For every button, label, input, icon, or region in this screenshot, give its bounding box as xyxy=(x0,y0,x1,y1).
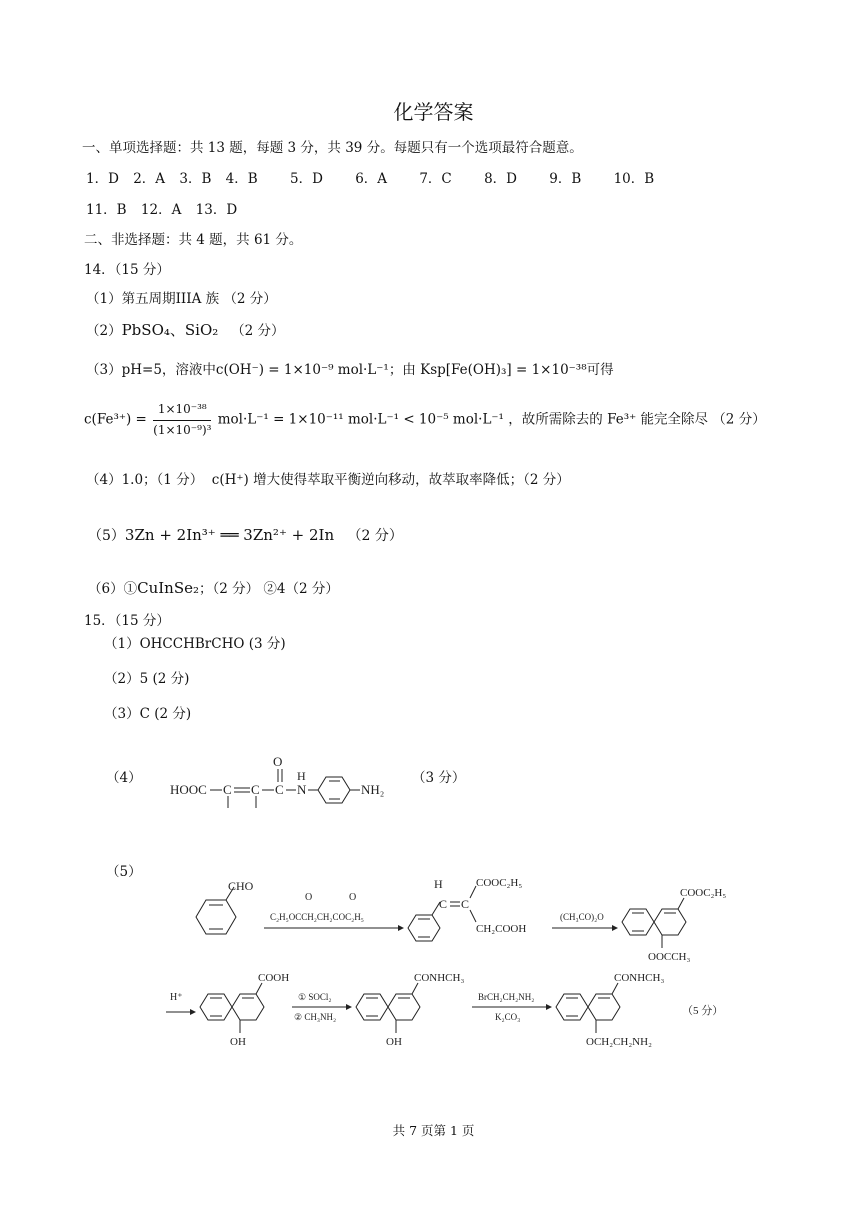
compound-3-top: COOC₂H₅ xyxy=(680,887,727,899)
reagent-3-label: H⁺ xyxy=(170,992,183,1003)
q14-part4 xyxy=(86,474,570,488)
arrow-4 xyxy=(292,992,352,1022)
struct-n-label: N xyxy=(297,782,307,797)
answer-row-1 xyxy=(86,173,664,187)
struct-h-label: H xyxy=(297,769,306,783)
reagent-4-b: ② CH₃NH₂ xyxy=(294,1012,337,1022)
compound-2-c1: C xyxy=(439,897,448,911)
q14-part3-lhs: c(Fe³⁺) = xyxy=(84,411,147,428)
q14-header: 14．（15 分） xyxy=(84,262,170,278)
page-title: 化学答案 xyxy=(393,100,474,124)
q14-part3-denominator: (1×10⁻⁹)³ xyxy=(153,422,212,437)
reagent-5-a: BrCH₂CH₂NH₂ xyxy=(478,992,535,1002)
answer-2: 2．A xyxy=(133,171,166,187)
q15-part5-score: （5 分） xyxy=(682,1005,724,1017)
reagent-1-o1: O xyxy=(305,892,313,903)
answer-5: 5．D xyxy=(289,171,323,187)
q14-part3-numerator: 1×10⁻³⁸ xyxy=(153,402,211,421)
arrow-2 xyxy=(552,912,618,931)
compound-6-bottom: OCH₂CH₂NH₂ xyxy=(586,1036,652,1048)
q14-part4-c: 增大使得萃取平衡逆向移动，故萃取率降低；（2 分） xyxy=(253,472,570,488)
compound-4 xyxy=(200,972,289,1048)
benzaldehyde-cho: CHO xyxy=(228,879,254,893)
answer-12: 12．A xyxy=(140,202,182,218)
q14-part5-prefix: （5） xyxy=(88,528,125,544)
q14-part6-b: ；（2 分） ②4（2 分） xyxy=(198,581,339,597)
q15-part3: （3）C (2 分) xyxy=(104,706,192,722)
q14-part5-score: （2 分） xyxy=(347,528,403,544)
section1-heading: 一、单项选择题：共 13 题，每题 3 分，共 39 分。每题只有一个选项最符合题意。 xyxy=(82,140,583,156)
q14-part3-a: （3）pH=5，溶液中 xyxy=(86,362,216,378)
reagent-4-a: ① SOCl₂ xyxy=(298,992,332,1002)
compound-2 xyxy=(408,877,526,941)
q15-part1: （1）OHCCHBrCHO (3 分) xyxy=(104,636,286,652)
compound-6-top: CONHCH₃ xyxy=(614,972,665,984)
arrow-1 xyxy=(264,892,404,931)
compound-2-bottom: CH₂COOH xyxy=(476,923,527,935)
q14-part3-c: ；由 xyxy=(388,362,416,378)
q14-part6 xyxy=(88,581,339,597)
q14-part3-d: Ksp[Fe(OH)₃] = 1×10⁻³⁸ xyxy=(420,362,587,378)
q14-part5-equation: 3Zn + 2In³⁺ ══ 3Zn²⁺ + 2In xyxy=(124,526,335,544)
answer-row-2 xyxy=(86,204,247,218)
answer-13: 13．D xyxy=(195,202,238,218)
q14-part3-rest: mol·L⁻¹ = 1×10⁻¹¹ mol·L⁻¹ < 10⁻⁵ mol·L⁻¹ xyxy=(217,411,504,428)
q15-part4-structure xyxy=(160,752,400,812)
q14-part3-line2 xyxy=(84,402,766,438)
q15-part4-score: （3 分） xyxy=(412,770,466,786)
q14-part3-tail: ，故所需除去的 Fe³⁺ 能完全除尽 （2 分） xyxy=(508,411,766,428)
q14-part6-a: （6）① xyxy=(88,581,138,597)
answer-10: 10．B xyxy=(613,171,655,187)
compound-6 xyxy=(556,972,664,1048)
compound-3-bottom: OOCCH₃ xyxy=(648,951,691,963)
q15-part2: （2）5 (2 分) xyxy=(104,671,190,687)
compound-benzaldehyde xyxy=(196,879,254,934)
q14-part5 xyxy=(88,528,403,543)
reagent-5-b: K₂CO₃ xyxy=(495,1012,521,1022)
compound-5-bottom: OH xyxy=(386,1036,402,1048)
q14-part4-a: （4）1.0；（1 分） xyxy=(86,472,204,488)
struct-hooc-label: HOOC xyxy=(170,782,207,797)
q15-part5-label: （5） xyxy=(106,864,142,880)
q14-part2-score: （2 分） xyxy=(231,323,285,339)
struct-c1-label: C xyxy=(223,782,232,797)
q14-part4-b: c(H⁺) xyxy=(211,472,249,488)
answer-8: 8．D xyxy=(484,171,517,187)
q14-part3-line1 xyxy=(86,364,614,378)
q14-part3-b: c(OH⁻) = 1×10⁻⁹ mol·L⁻¹ xyxy=(215,362,389,378)
struct-o-label: O xyxy=(273,754,283,769)
answer-7: 7．C xyxy=(419,171,452,187)
struct-nh2-label: NH₂ xyxy=(361,782,385,797)
compound-4-bottom: OH xyxy=(230,1036,246,1048)
page-footer: 共 7 页第 1 页 xyxy=(392,1123,475,1138)
compound-4-top: COOH xyxy=(258,972,290,984)
answer-11: 11．B xyxy=(86,202,127,218)
answer-4: 4．B xyxy=(225,171,258,187)
answer-6: 6．A xyxy=(355,171,388,187)
reagent-2-label: (CH₃CO)₂O xyxy=(560,912,604,922)
struct-c3-label: C xyxy=(275,782,284,797)
struct-c2-label: C xyxy=(251,782,260,797)
section2-heading: 二、非选择题：共 4 题，共 61 分。 xyxy=(84,232,303,248)
arrow-5 xyxy=(472,992,552,1022)
arrow-3 xyxy=(166,992,196,1015)
q14-part2-prefix: （2） xyxy=(86,323,122,339)
answer-3: 3．B xyxy=(179,171,212,187)
q15-part4-label: （4） xyxy=(106,770,142,786)
q15-header: 15．（15 分） xyxy=(84,613,170,629)
answer-1: 1．D xyxy=(86,171,119,187)
compound-5-top: CONHCH₃ xyxy=(414,972,465,984)
compound-2-top: COOC₂H₅ xyxy=(476,877,523,889)
reagent-1-o2: O xyxy=(349,892,357,903)
q14-part6-formula: CuInSe₂ xyxy=(137,579,199,597)
compound-3 xyxy=(622,887,726,963)
answer-9: 9．B xyxy=(549,171,582,187)
reagent-1-label: C₂H₅OCCH₂CH₂COC₂H₅ xyxy=(270,912,364,922)
compound-2-c2: C xyxy=(461,897,470,911)
q14-part2-formula: PbSO₄、SiO₂ xyxy=(121,321,219,339)
compound-5 xyxy=(356,972,464,1048)
q14-part2 xyxy=(86,323,285,339)
compound-2-h: H xyxy=(434,877,443,891)
synthesis-scheme xyxy=(160,872,760,1067)
q14-part3-e: 可得 xyxy=(586,362,614,378)
q14-part1: （1）第五周期IIIA 族 （2 分） xyxy=(86,291,277,307)
q14-part3-fraction xyxy=(153,402,211,438)
